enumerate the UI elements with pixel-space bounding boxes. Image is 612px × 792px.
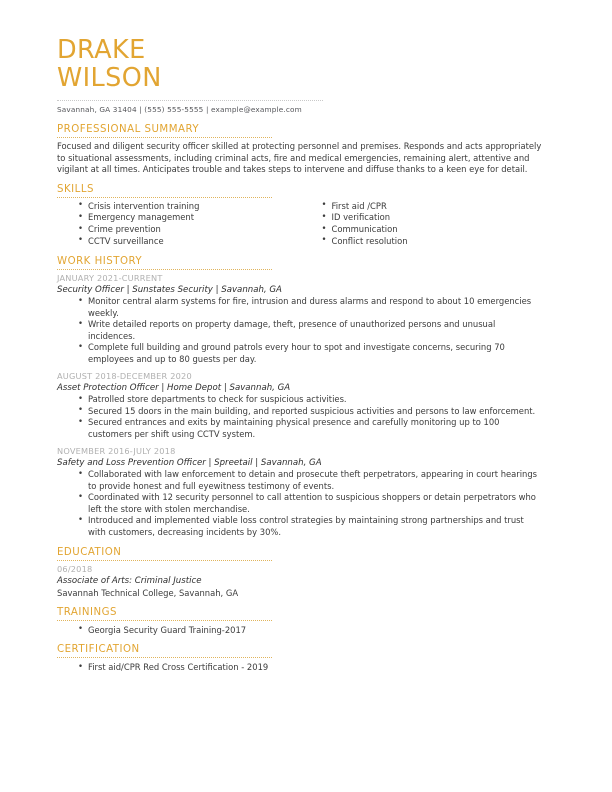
resume-header <box>57 36 547 116</box>
list-item: • Georgia Security Guard Training-2017 <box>78 624 547 637</box>
section-title-trainings: TRAININGS <box>57 606 117 618</box>
section-skills <box>57 183 547 248</box>
resume-content <box>57 36 547 674</box>
list-item: • Patrolled store departments to check for suspicious activities. <box>78 394 544 406</box>
section-title-certification: CERTIFICATION <box>57 644 140 656</box>
list-item: • Complete full building and ground patrols every hour to spot and investigate concerns, securing 70 employees and up to 80 guests per day. <box>78 342 544 365</box>
section-education <box>57 546 547 599</box>
list-item: • Introduced and implemented viable loss control strategies by maintaining strong partnerships and trust with customers, decreasing incidents by 30%. <box>78 515 544 538</box>
skills-list-right <box>322 201 547 248</box>
section-rule-trainings <box>57 620 272 621</box>
list-item: • ID verification <box>322 212 547 224</box>
job-entry <box>57 371 547 441</box>
trainings-list <box>57 624 547 637</box>
candidate-first-name: DRAKE <box>57 35 146 65</box>
section-professional-summary <box>57 123 547 176</box>
list-item: • Monitor central alarm systems for fire, intrusion and duress alarms and respond to about 10 emergencies weekly. <box>78 296 544 319</box>
certification-list <box>57 661 547 674</box>
job-date: NOVEMBER 2016-JULY 2018 <box>57 445 176 456</box>
skills-list-left <box>78 201 302 248</box>
job-title: Safety and Loss Prevention Officer | Spreetail | Savannah, GA <box>57 457 322 468</box>
skills-column-right <box>302 201 547 248</box>
list-item: • Secured entrances and exits by maintaining physical presence and carefully monitoring up to 100 customers per shift using CCTV system. <box>78 417 544 440</box>
list-item: • Communication <box>322 224 547 236</box>
list-item: • Write detailed reports on property damage, theft, presence of unauthorized persons and unusual incidences. <box>78 319 544 342</box>
section-rule-education <box>57 560 272 561</box>
skills-column-left <box>57 201 302 248</box>
job-title: Security Officer | Sunstates Security | Savannah, GA <box>57 284 282 295</box>
list-item: • Crisis intervention training <box>78 201 302 213</box>
list-item: • Conflict resolution <box>322 236 547 248</box>
job-entry <box>57 446 547 539</box>
job-date: JANUARY 2021-CURRENT <box>57 272 163 283</box>
section-title-skills: SKILLS <box>57 183 94 195</box>
list-item: • Secured 15 doors in the main building, and reported suspicious activities and persons to law enforcement. <box>78 406 544 418</box>
section-rule-work-history <box>57 269 272 270</box>
job-date: AUGUST 2018-DECEMBER 2020 <box>57 370 192 381</box>
education-school: Savannah Technical College, Savannah, GA <box>57 587 239 598</box>
job-bullets <box>57 394 547 440</box>
list-item: • First aid /CPR <box>322 201 547 213</box>
section-title-work-history: WORK HISTORY <box>57 255 143 267</box>
section-title-summary: PROFESSIONAL SUMMARY <box>57 124 200 135</box>
section-title-education: EDUCATION <box>57 546 122 558</box>
section-work-history <box>57 255 547 539</box>
list-item: • Collaborated with law enforcement to detain and prosecute theft perpetrators, appearing in court hearings to provide honest and full eyewitness testimony of events. <box>78 469 544 492</box>
job-title: Asset Protection Officer | Home Depot | Savannah, GA <box>57 382 291 393</box>
list-item: • First aid/CPR Red Cross Certification - 2019 <box>78 661 547 674</box>
job-entry <box>57 273 547 366</box>
list-item: • CCTV surveillance <box>78 236 302 248</box>
section-rule-skills <box>57 197 272 198</box>
list-item: • Crime prevention <box>78 224 302 236</box>
candidate-last-name: WILSON <box>57 63 162 93</box>
skills-columns <box>57 201 546 248</box>
candidate-name <box>57 36 547 92</box>
section-trainings <box>57 606 547 637</box>
section-rule-certification <box>57 657 272 658</box>
job-bullets <box>57 469 547 539</box>
section-rule-summary <box>57 137 272 138</box>
education-degree: Associate of Arts: Criminal Justice <box>57 575 202 586</box>
section-certification <box>57 643 547 674</box>
list-item: • Coordinated with 12 security personnel to call attention to suspicious shoppers or detain perpetrators who left the store with stolen merchandise. <box>78 492 544 515</box>
contact-info: Savannah, GA 31404 | (555) 555-5555 | example@example.com <box>57 105 302 114</box>
summary-text: Focused and diligent security officer skilled at protecting personnel and premises. Responds and acts appropriately to situational assessments, including criminal acts, fire and medical emergencies, remaining alert, attentive and vigilant at all times. Anticipates trouble and takes steps to intervene and diffuse thanks to a keen eye for detail. <box>57 141 542 175</box>
list-item: • Emergency management <box>78 212 302 224</box>
job-bullets <box>57 296 547 366</box>
education-date: 06/2018 <box>57 563 93 574</box>
